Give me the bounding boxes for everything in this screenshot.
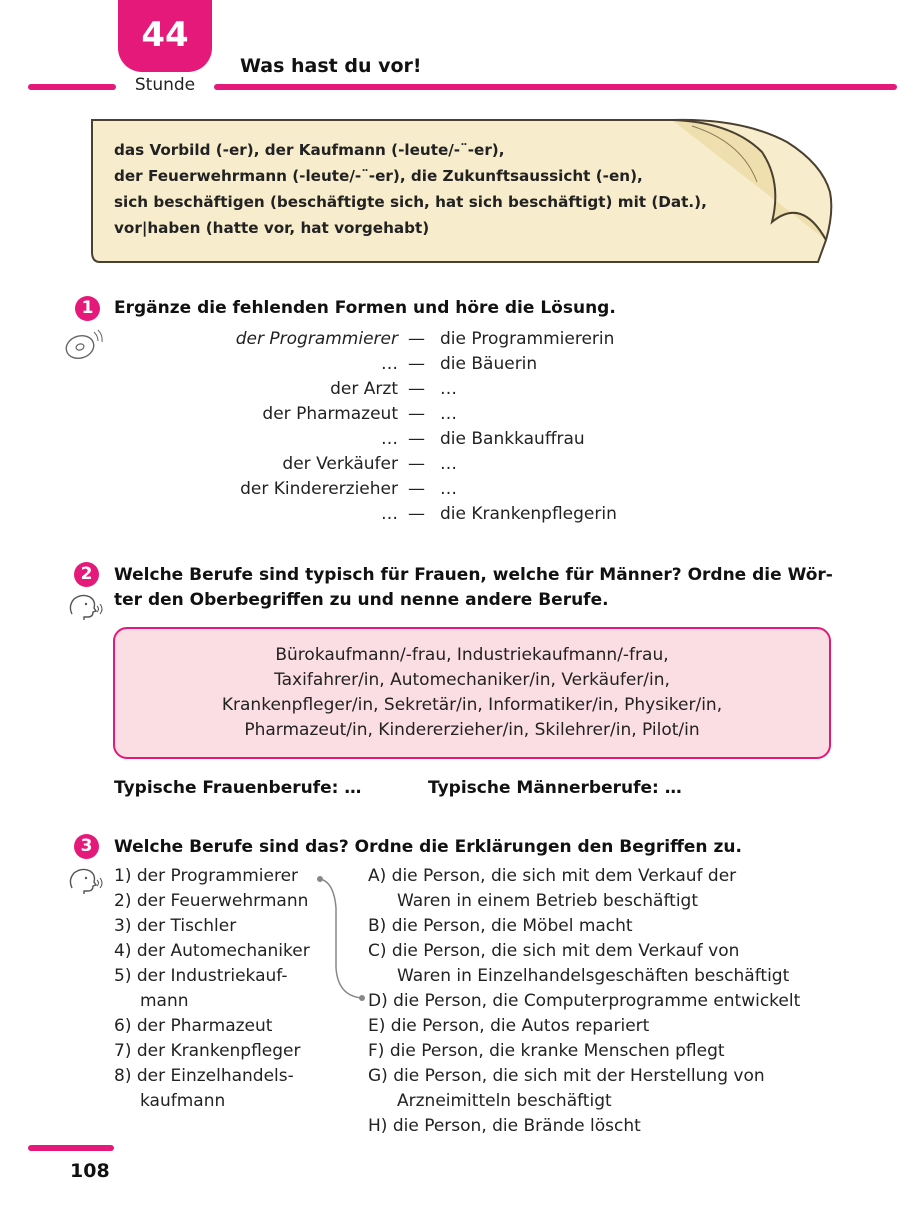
job-item-continuation: kaufmann (140, 1091, 226, 1111)
job-item: 5) der Industriekauf- (114, 966, 288, 986)
exercise-heading-line: ter den Oberbegriffen zu und nenne andere Berufe. (114, 590, 609, 610)
word-box-line: Krankenpfleger/in, Sekretär/in, Informatiker/in, Physiker/in, (221, 695, 723, 715)
vocabulary-line: sich beschäftigen (beschäftigte sich, hat sich beschäftigt) mit (Dat.), (114, 193, 707, 211)
lesson-number: 44 (141, 15, 189, 55)
feminine-form: … (440, 454, 457, 474)
job-item: 3) der Tischler (114, 916, 237, 936)
masculine-form: … (381, 504, 398, 524)
vocabulary-line: das Vorbild (-er), der Kaufmann (-leute/-¨-er), (114, 141, 505, 159)
page-number: 108 (70, 1160, 110, 1182)
vocabulary-list (114, 137, 707, 241)
dash: — (408, 504, 425, 524)
definition-continuation: Waren in einem Betrieb beschäftigt (397, 891, 699, 911)
vocabulary-line: vor|haben (hatte vor, hat vorgehabt) (114, 219, 430, 237)
masculine-form: der Programmierer (235, 329, 398, 349)
definition-item: G) die Person, die sich mit der Herstellung von (368, 1066, 765, 1086)
feminine-form: die Programmiererin (440, 329, 615, 349)
header-rule-right (214, 84, 897, 90)
dash: — (408, 379, 425, 399)
job-item: 8) der Einzelhandels- (114, 1066, 294, 1086)
dash: — (408, 429, 425, 449)
exercise-number: 1 (75, 296, 100, 321)
definition-item: H) die Person, die Brände löscht (368, 1116, 641, 1136)
job-item: 7) der Krankenpfleger (114, 1041, 301, 1061)
men-jobs-label: Typische Männerberufe: … (428, 778, 682, 798)
lesson-number-tab (118, 0, 212, 72)
footer-rule (28, 1145, 114, 1151)
definition-continuation: Waren in Einzelhandelsgeschäften beschäftigt (397, 966, 790, 986)
definition-item: A) die Person, die sich mit dem Verkauf der (368, 866, 737, 886)
lesson-word: Stunde (134, 75, 196, 95)
job-item-continuation: mann (140, 991, 189, 1011)
word-box-line: Pharmazeut/in, Kindererzieher/in, Skilehrer/in, Pilot/in (244, 720, 700, 740)
definition-item: D) die Person, die Computerprogramme entwickelt (368, 991, 801, 1011)
example-connector-line (310, 868, 380, 1008)
masculine-form: der Pharmazeut (262, 404, 398, 424)
dash: — (408, 479, 425, 499)
speaking-head-icon (66, 866, 106, 896)
feminine-form: … (440, 479, 457, 499)
feminine-form: … (440, 379, 457, 399)
feminine-form: die Bäuerin (440, 354, 538, 374)
women-jobs-label: Typische Frauenberufe: … (114, 778, 362, 798)
job-item: 1) der Programmierer (114, 866, 299, 886)
header-rule-left (28, 84, 116, 90)
job-item: 6) der Pharmazeut (114, 1016, 273, 1036)
definition-continuation: Arzneimitteln beschäftigt (397, 1091, 612, 1111)
speaking-head-icon (66, 592, 106, 622)
cd-audio-icon[interactable] (60, 328, 104, 362)
page-title: Was hast du vor! (240, 55, 422, 77)
masculine-form: der Arzt (330, 379, 398, 399)
word-box-line: Bürokaufmann/-frau, Industriekaufmann/-frau, (275, 645, 669, 665)
definition-item: C) die Person, die sich mit dem Verkauf von (368, 941, 740, 961)
feminine-form: die Bankkauffrau (440, 429, 585, 449)
definition-item: B) die Person, die Möbel macht (368, 916, 633, 936)
dash: — (408, 354, 425, 374)
feminine-form: … (440, 404, 457, 424)
job-item: 2) der Feuerwehrmann (114, 891, 309, 911)
word-box-line: Taxifahrer/in, Automechaniker/in, Verkäufer/in, (274, 670, 670, 690)
masculine-form: der Verkäufer (282, 454, 398, 474)
exercise-heading: Welche Berufe sind das? Ordne die Erklärungen den Begriffen zu. (114, 837, 742, 857)
word-box (113, 627, 831, 759)
exercise-number: 2 (74, 562, 99, 587)
exercise-heading: Ergänze die fehlenden Formen und höre die Lösung. (114, 298, 616, 318)
dash: — (408, 329, 425, 349)
exercise-heading-line: Welche Berufe sind typisch für Frauen, welche für Männer? Ordne die Wör- (114, 565, 833, 585)
job-item: 4) der Automechaniker (114, 941, 310, 961)
definition-item: F) die Person, die kranke Menschen pflegt (368, 1041, 725, 1061)
vocabulary-line: der Feuerwehrmann (-leute/-¨-er), die Zukunftsaussicht (-en), (114, 167, 643, 185)
definition-item: E) die Person, die Autos repariert (368, 1016, 650, 1036)
masculine-form: … (381, 429, 398, 449)
dash: — (408, 454, 425, 474)
exercise-number: 3 (74, 834, 99, 859)
feminine-form: die Krankenpflegerin (440, 504, 617, 524)
masculine-form: … (381, 354, 398, 374)
masculine-form: der Kindererzieher (240, 479, 398, 499)
dash: — (408, 404, 425, 424)
